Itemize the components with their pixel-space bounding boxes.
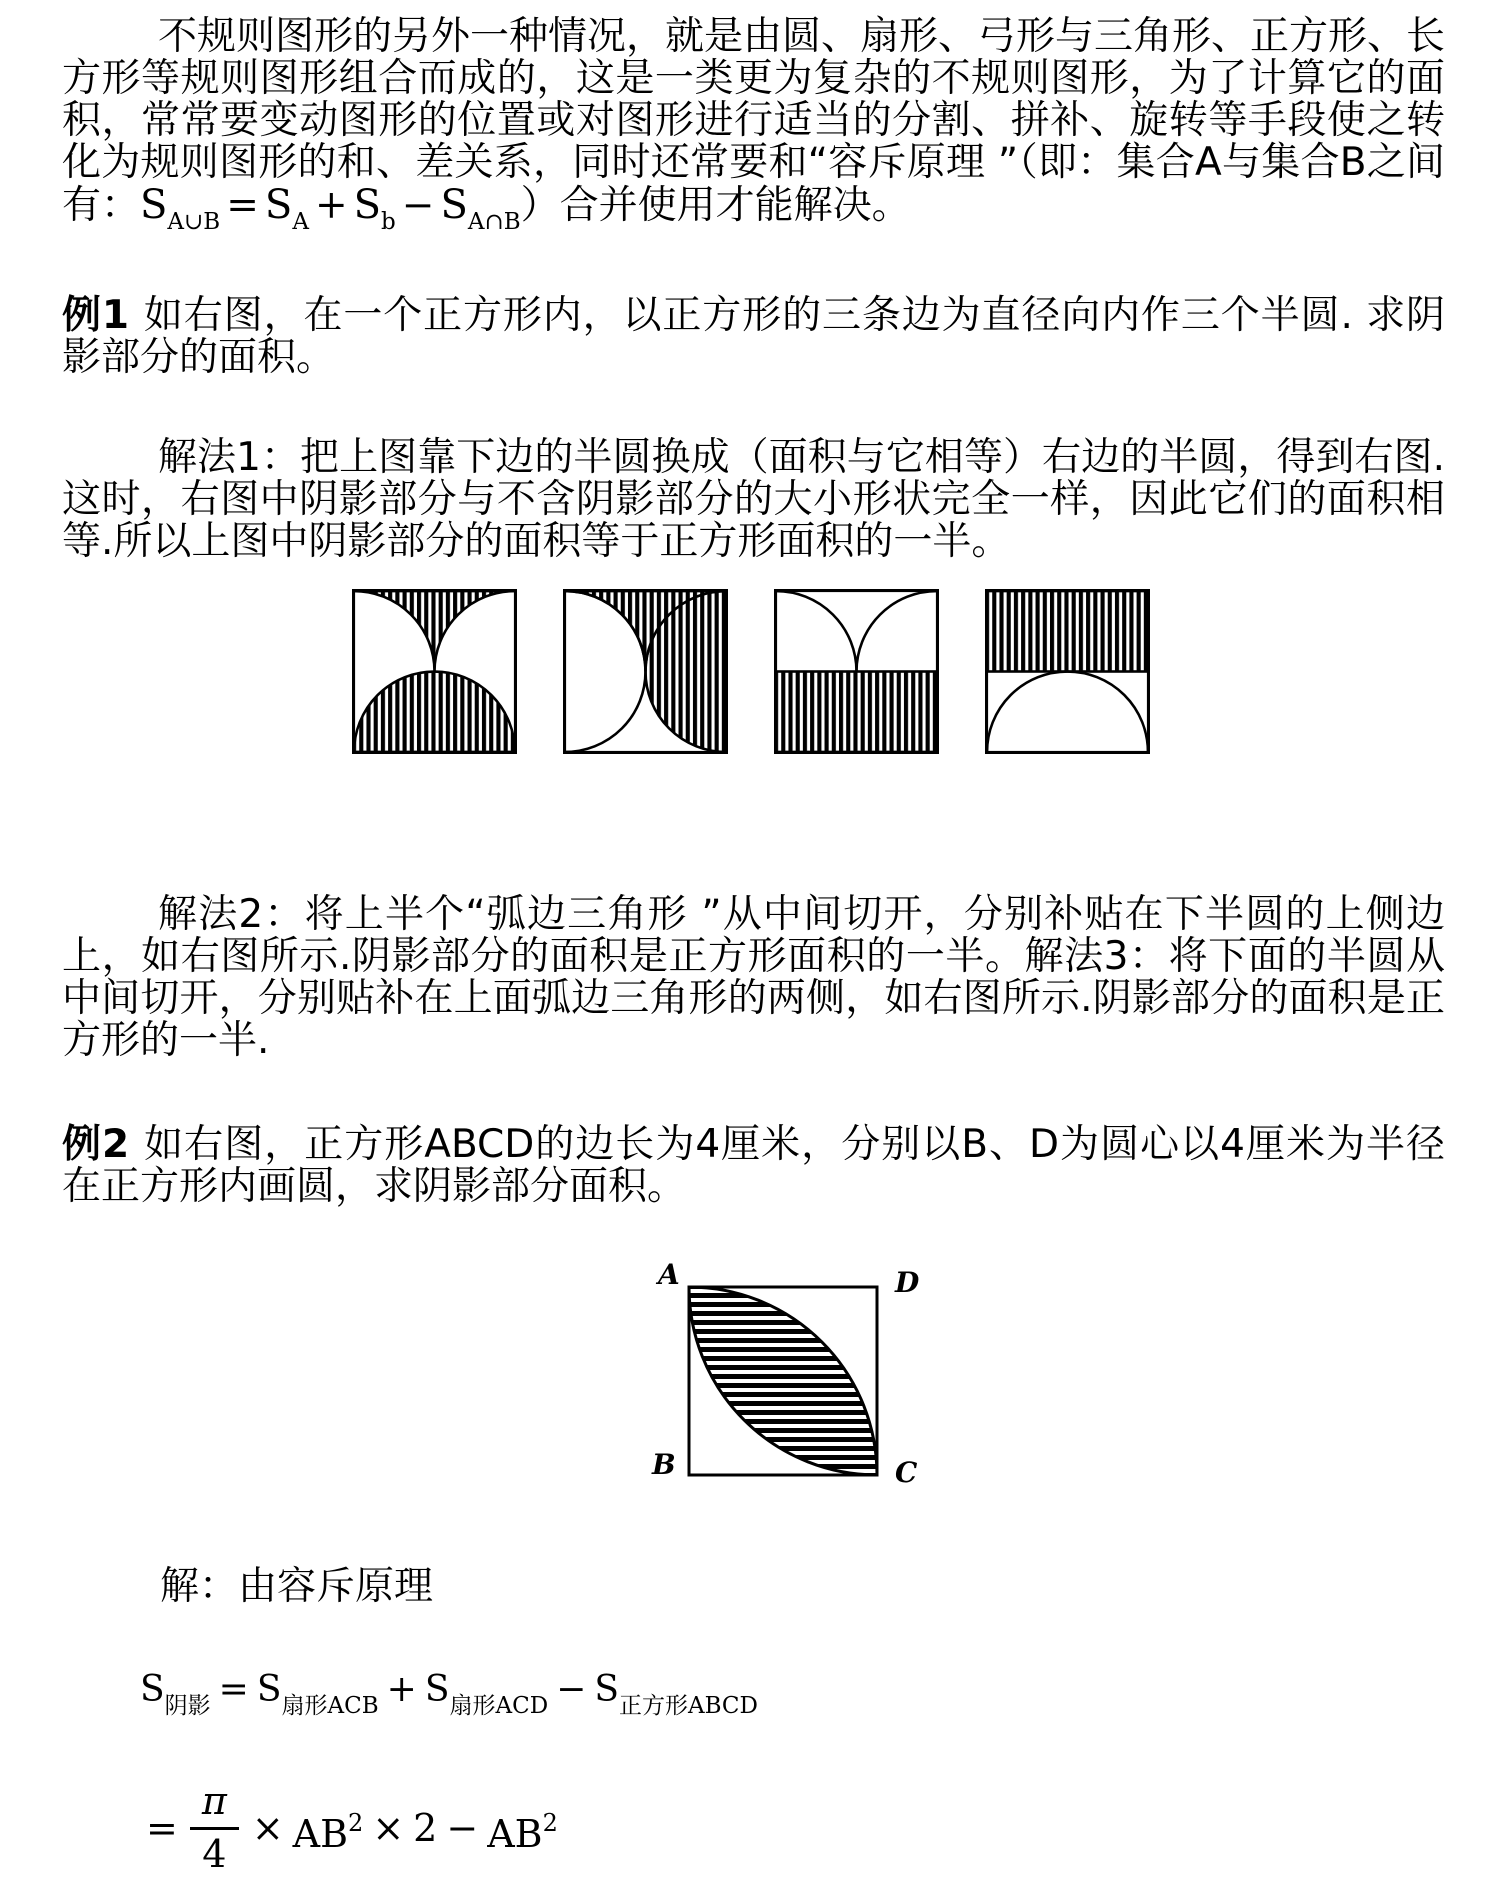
minus-sign: − xyxy=(446,1806,479,1851)
figure-original-shading xyxy=(352,589,517,754)
plus-sign: + xyxy=(314,183,348,228)
subscript-b: b xyxy=(381,209,396,235)
solution1-paragraph xyxy=(62,437,1445,563)
term-ab-1: AB xyxy=(292,1811,349,1856)
example1-text: 如右图，在一个正方形内，以正方形的三条边为直径向内作三个半圆. 求阴影部分的面积。 xyxy=(62,293,1446,380)
set-s2: S xyxy=(264,182,293,228)
s-square-abcd: S xyxy=(594,1669,619,1710)
exponent-1: 2 xyxy=(348,1808,364,1837)
s-sector-acd: S xyxy=(424,1669,450,1710)
example2-text: 如右图，正方形ABCD的边长为4厘米，分别以B、D为圆心以4厘米为半径在正方形内画圆，求阴影部分面积。 xyxy=(62,1122,1445,1209)
times-sign: × xyxy=(251,1806,284,1851)
square-abcd-lens xyxy=(686,1284,880,1478)
figures-row xyxy=(352,589,1445,754)
final-formula xyxy=(146,1779,1445,1876)
equals-sign: = xyxy=(218,1669,249,1710)
equals-sign: = xyxy=(226,183,259,228)
intro-paragraph xyxy=(62,16,1445,243)
fraction-pi-over-4 xyxy=(190,1779,239,1876)
factor-two: 2 xyxy=(413,1806,438,1851)
figure-solution3-top-half xyxy=(985,589,1150,754)
solution1-text: 解法1：把上图靠下边的半圆换成（面积与它相等）右边的半圆，得到右图.这时，右图中阴影部分与不含阴影部分的大小形状完全一样，因此它们的面积相等.所以上图中阴影部分的面积等于正方形面积的一半。 xyxy=(62,435,1445,564)
figure-solution2-bottom-half xyxy=(774,589,939,754)
area-formula xyxy=(140,1664,1445,1732)
set-s3: S xyxy=(353,182,382,228)
solution23-paragraph xyxy=(62,894,1445,1062)
inclusion-exclusion-formula xyxy=(140,182,521,235)
minus-sign: − xyxy=(556,1669,587,1710)
term-ab-2: AB xyxy=(487,1811,543,1856)
figure-solution1-swap xyxy=(563,589,728,754)
times-sign-2: × xyxy=(372,1806,405,1851)
intro-text-after: ）合并使用才能解决。 xyxy=(520,183,911,228)
vertex-label-b: B xyxy=(652,1448,676,1481)
solution23-text: 解法2：将上半个“弧边三角形 ”从中间切开，分别补贴在下半圆的上侧边上，如右图所示.阴影部分的面积是正方形面积的一半。解法3：将下面的半圆从中间切开，分别贴补在上面弧边三角形的两侧，如右图所示.阴影部分的面积是正方形的一半. xyxy=(62,892,1445,1063)
subscript-sector-acd: 扇形ACD xyxy=(449,1693,549,1719)
intro-text-before: 不规则图形的另外一种情况，就是由圆、扇形、弓形与三角形、正方形、长方形等规则图形组合而成的，这是一类更为复杂的不规则图形，为了计算它的面积，常常要变动图形的位置或对图形进行适当的分割、拼补、旋转等手段使之转化为规则图形的和、差关系，同时还常要和“容斥原理 ”（即：集合A与集合B之间有： xyxy=(62,14,1446,228)
subscript-a-intersect-b: A∩B xyxy=(467,209,521,235)
equals-sign: = xyxy=(146,1806,178,1851)
minus-sign: − xyxy=(401,183,435,228)
subscript-square-abcd: 正方形ABCD xyxy=(618,1693,758,1719)
vertex-label-d: D xyxy=(895,1266,920,1299)
vertex-label-a: A xyxy=(658,1258,680,1291)
subscript-sector-acb: 扇形ACB xyxy=(281,1693,379,1719)
subscript-shadow: 阴影 xyxy=(164,1693,211,1719)
example2-figure xyxy=(652,1260,952,1502)
solution-intro xyxy=(160,1566,1445,1608)
s-sector-acb: S xyxy=(256,1669,282,1710)
set-s4: S xyxy=(440,182,468,228)
example2-paragraph xyxy=(62,1124,1445,1208)
example1-label: 例1 xyxy=(62,293,130,338)
fraction-denominator: 4 xyxy=(202,1831,227,1876)
subscript-a-union-b: A∪B xyxy=(167,209,221,235)
shaded-top-half xyxy=(987,591,1148,671)
exponent-2: 2 xyxy=(542,1808,558,1837)
shaded-bottom-half xyxy=(776,672,937,752)
term-ab-squared-2 xyxy=(487,1801,558,1856)
plus-sign: + xyxy=(386,1669,417,1710)
fraction-numerator: π xyxy=(190,1782,239,1830)
subscript-a: A xyxy=(292,209,309,235)
solution-intro-text: 解：由容斥原理 xyxy=(160,1564,434,1609)
s-shadow: S xyxy=(140,1669,165,1710)
vertex-label-c: C xyxy=(895,1456,918,1489)
set-s1: S xyxy=(140,182,168,228)
term-ab-squared-1 xyxy=(293,1801,364,1856)
example1-paragraph xyxy=(62,295,1445,379)
example2-label: 例2 xyxy=(62,1122,130,1167)
